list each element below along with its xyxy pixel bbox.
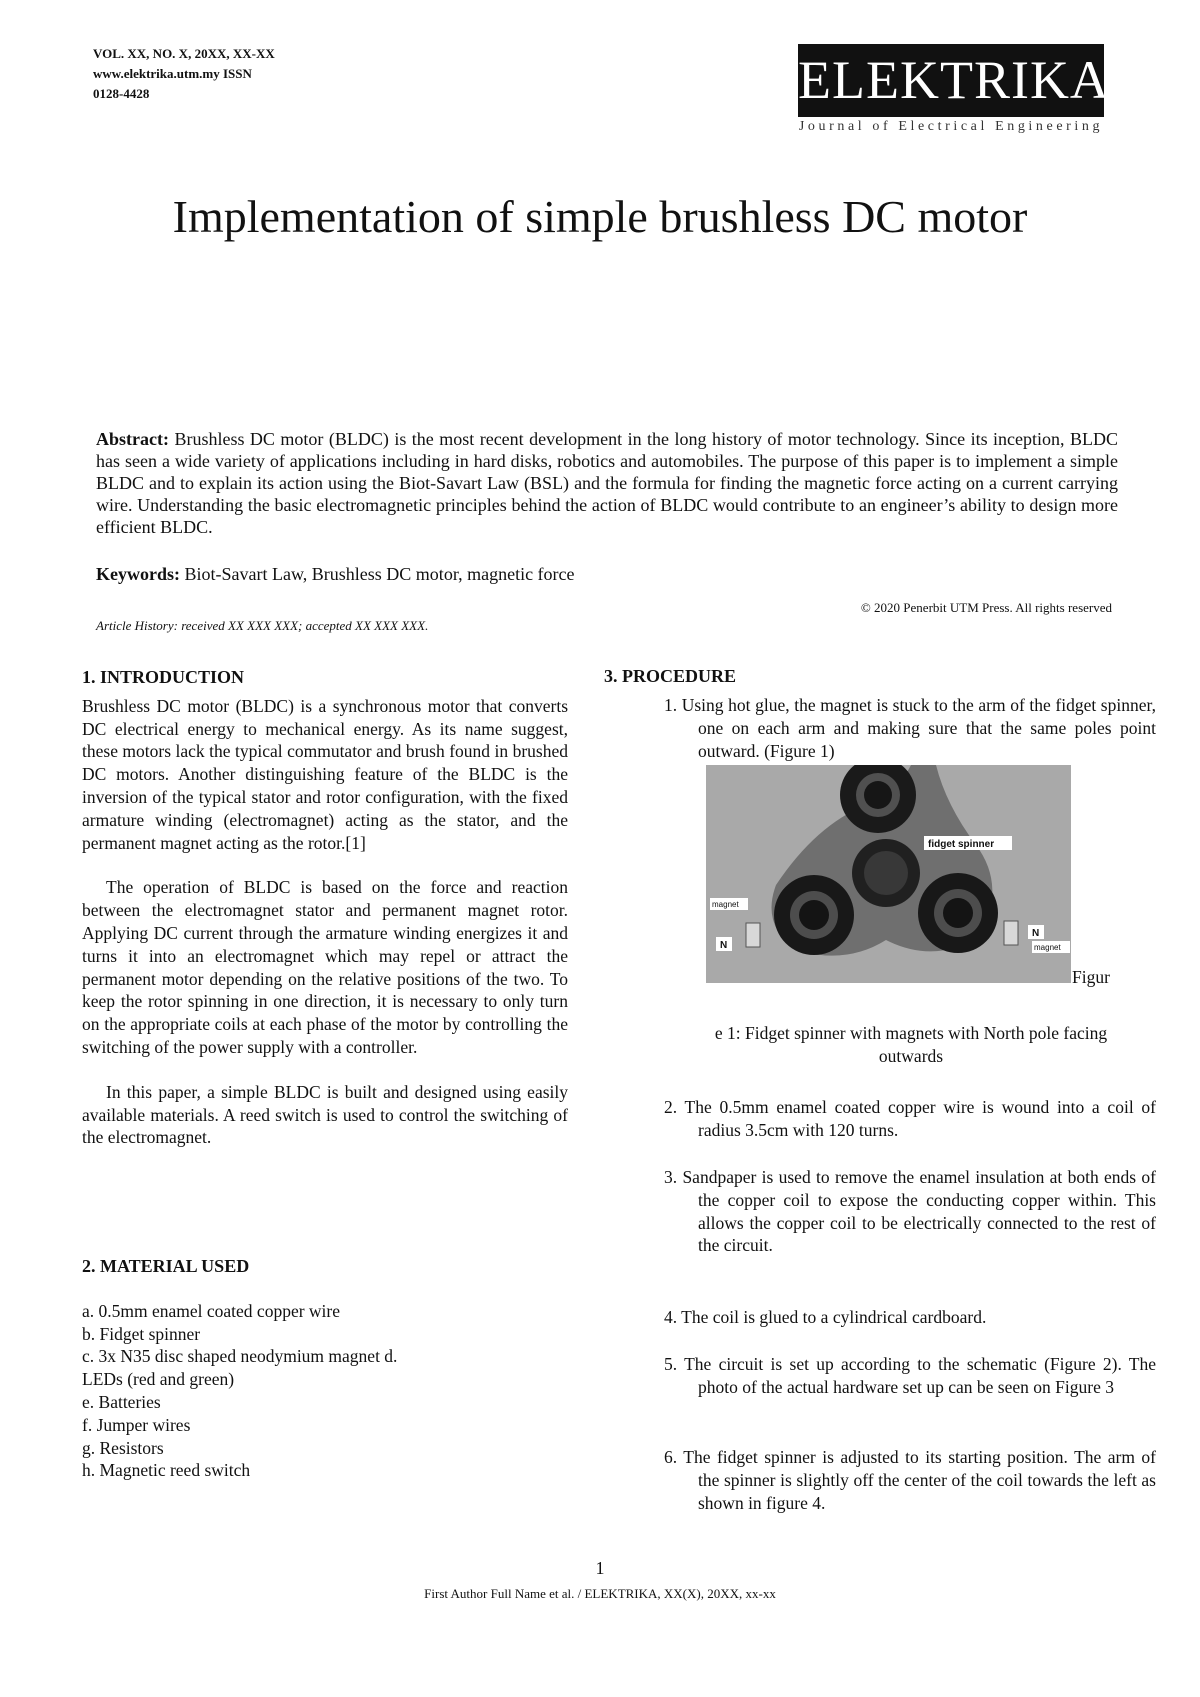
journal-logo-subtitle: Journal of Electrical Engineering [798, 119, 1104, 134]
abstract-text: Brushless DC motor (BLDC) is the most recent development in the long history of motor technology. Since its inception, BLDC has seen a wide variety of applications including in hard disks, robotics and automobiles. The purpose of this paper is to implement a simple BLDC and to explain its action using the Biot-Savart Law (BSL) and the formula for finding the magnetic force acting on a current carrying wire. Understanding the basic electromagnetic principles behind the action of BLDC would contribute to an engineer’s ability to design more efficient BLDC. [96, 429, 1119, 537]
abstract-label: Abstract: [96, 429, 169, 449]
label-magnet-right: magnet [1034, 943, 1061, 952]
keywords-text: Biot-Savart Law, Brushless DC motor, magnetic force [184, 564, 575, 584]
paper-title: Implementation of simple brushless DC motor [172, 191, 1028, 242]
procedure-step-6: 6. The fidget spinner is adjusted to its starting position. The arm of the spinner is slightly off the center of the coil towards the left as shown in figure 4. [664, 1447, 1156, 1513]
procedure-step-1: 1. Using hot glue, the magnet is stuck to the arm of the fidget spinner, one on each arm and making sure that the same poles point outward. (Figure 1) [664, 695, 1156, 761]
label-fidget-spinner: fidget spinner [928, 839, 995, 850]
introduction-paragraph-1: Brushless DC motor (BLDC) is a synchronous motor that converts DC electrical energy to mechanical energy. As its name suggest, these motors lack the typical commutator and brush found in brushed DC motors. Another distinguishing feature of the BLDC is the inversion of the typical stator and rotor configuration, with the fixed armature winding (electromagnet) acting as the stator, and the permanent magnet acting as the rotor.[1] [82, 695, 568, 853]
figure-1-caption: e 1: Fidget spinner with magnets with North pole facing outwards [714, 1023, 1108, 1066]
introduction-heading: 1. INTRODUCTION [82, 667, 245, 687]
journal-volume: VOL. XX, NO. X, 20XX, XX-XX [93, 46, 275, 61]
journal-logo: ELEKTRIKA [798, 44, 1104, 117]
procedure-step-4: 4. The coil is glued to a cylindrical cardboard. [664, 1307, 987, 1327]
material-item: b. Fidget spinner [82, 1323, 201, 1344]
page-number: 1 [595, 1558, 605, 1578]
procedure-step-5: 5. The circuit is set up according to the schematic (Figure 2). The photo of the actual hardware set up can be seen on Figure 3 [664, 1354, 1156, 1397]
label-north-right: N [1032, 928, 1040, 939]
material-item: c. 3x N35 disc shaped neodymium magnet d. [82, 1346, 398, 1367]
footer-citation: First Author Full Name et al. / ELEKTRIKA, XX(X), 20XX, xx-xx [424, 1586, 776, 1601]
procedure-heading: 3. PROCEDURE [604, 666, 737, 686]
magnet-right [1004, 921, 1018, 945]
fidget-spinner-photo [706, 765, 1071, 983]
material-item: LEDs (red and green) [82, 1369, 235, 1390]
article-history: Article History: received XX XXX XXX; accepted XX XXX XXX. [96, 618, 429, 633]
abstract [96, 428, 1118, 538]
label-magnet-left: magnet [712, 900, 739, 909]
introduction-section [82, 666, 568, 1149]
procedure-step-2: 2. The 0.5mm enamel coated copper wire is wound into a coil of radius 3.5cm with 120 turns. [664, 1097, 1156, 1140]
figure-caption-lead: Figur [1072, 967, 1110, 987]
journal-url-issn: www.elektrika.utm.my ISSN [93, 66, 252, 81]
material-item: e. Batteries [82, 1391, 161, 1412]
introduction-paragraph-3: In this paper, a simple BLDC is built and designed using easily available materials. A reed switch is used to control the switching of the electromagnet. [82, 1081, 568, 1148]
material-item: h. Magnetic reed switch [82, 1460, 251, 1481]
label-north-left: N [720, 940, 728, 951]
material-item: g. Resistors [82, 1437, 164, 1458]
keywords [96, 564, 1118, 585]
material-item: a. 0.5mm enamel coated copper wire [82, 1300, 341, 1321]
journal-issn-number: 0128-4428 [93, 86, 150, 101]
material-item: f. Jumper wires [82, 1414, 191, 1435]
materials-heading: 2. MATERIAL USED [82, 1256, 250, 1276]
copyright-notice: © 2020 Penerbit UTM Press. All rights reserved [860, 600, 1112, 615]
procedure-step-3: 3. Sandpaper is used to remove the enamel insulation at both ends of the copper coil to expose the conducting copper within. This allows the copper coil to be electrically connected to the rest of the circuit. [664, 1167, 1156, 1256]
introduction-paragraph-2: The operation of BLDC is based on the force and reaction between the electromagnet stator and permanent magnet rotor. Applying DC current through the armature winding energizes it and turns it into an electromagnet which may repel or attract the permanent motor depending on the relative positions of the two. To keep the rotor spinning in one direction, it is necessary to only turn on the appropriate coils at each phase of the motor by controlling the switching of the power supply with a controller. [82, 877, 568, 1057]
journal-meta [93, 44, 275, 104]
magnet-left [746, 923, 760, 947]
keywords-label: Keywords: [96, 564, 180, 584]
materials-section [82, 1255, 568, 1482]
